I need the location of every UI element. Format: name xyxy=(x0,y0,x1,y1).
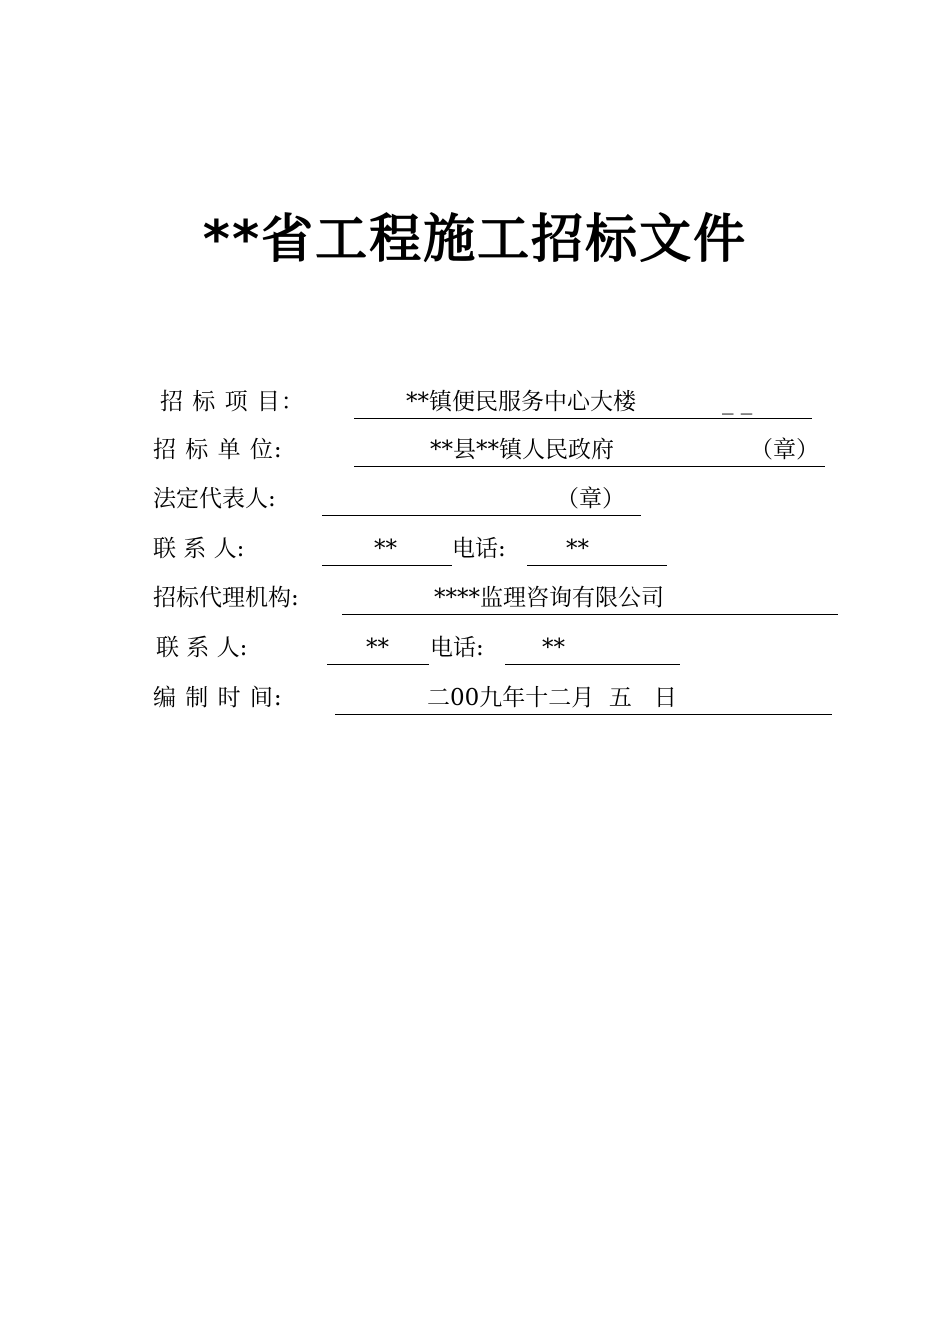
legal-rep-label: 法定代表人: xyxy=(153,486,276,512)
agency-label: 招标代理机构: xyxy=(153,585,299,611)
tenderer-seal: （章） xyxy=(750,437,819,463)
date-label: 编 制 时 间: xyxy=(153,685,283,711)
field-tenderer xyxy=(0,430,950,470)
document-title: **省工程施工招标文件 xyxy=(202,210,748,270)
project-label: 招 标 项 目： xyxy=(160,389,305,415)
field-contact-2 xyxy=(0,628,950,668)
date-value: 二00九年十二月 五 日 xyxy=(427,685,677,711)
field-date xyxy=(0,678,950,718)
field-agency xyxy=(0,578,950,618)
contact-2-phone-label: 电话: xyxy=(430,635,484,661)
contact-1-label: 联 系 人: xyxy=(153,536,245,562)
contact-1-phone-label: 电话: xyxy=(452,536,506,562)
field-contact-1 xyxy=(0,529,950,569)
contact-2-value: ** xyxy=(366,635,389,661)
legal-rep-seal: （章） xyxy=(556,486,625,512)
contact-1-phone-underline xyxy=(527,565,667,566)
contact-1-value: ** xyxy=(374,536,397,562)
agency-value: ****监理咨询有限公司 xyxy=(434,585,664,611)
contact-1-phone: ** xyxy=(566,536,589,562)
contact-2-label: 联 系 人: xyxy=(156,635,248,661)
field-legal-rep xyxy=(0,479,950,519)
tenderer-value: **县**镇人民政府 xyxy=(430,437,614,463)
tenderer-label: 招 标 单 位: xyxy=(153,437,283,463)
contact-2-phone-underline xyxy=(505,664,680,665)
field-project xyxy=(0,382,950,422)
project-trail: _ _ xyxy=(722,389,753,415)
project-value: **镇便民服务中心大楼 xyxy=(406,389,636,415)
contact-2-phone: ** xyxy=(542,635,565,661)
